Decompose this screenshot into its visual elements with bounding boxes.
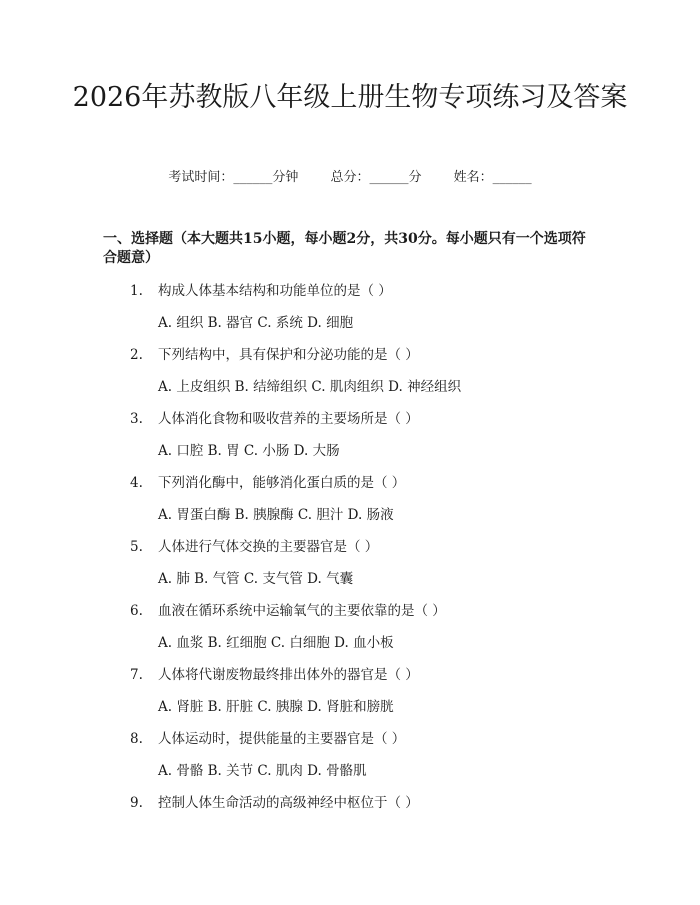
section-heading: 一、选择题（本大题共15小题，每小题2分，共30分。每小题只有一个选项符合题意）	[103, 231, 586, 266]
question-stem: 人体运动时，提供能量的主要器官是（ ）	[158, 731, 406, 747]
question-number: 8.	[130, 731, 143, 747]
question-number: 3.	[130, 411, 143, 427]
question-stem-row	[130, 665, 419, 685]
question-number: 9.	[130, 795, 143, 811]
question-options: A. 胃蛋白酶 B. 胰腺酶 C. 胆汁 D. 肠液	[158, 507, 394, 523]
question-stem-row	[130, 537, 378, 557]
question-options: A. 肾脏 B. 肝脏 C. 胰腺 D. 肾脏和膀胱	[158, 699, 394, 715]
question-stem-row	[130, 345, 419, 365]
question-item	[0, 409, 700, 473]
question-stem-row	[130, 473, 405, 493]
question-list	[0, 281, 700, 857]
question-item	[0, 537, 700, 601]
question-stem: 构成人体基本结构和功能单位的是（ ）	[158, 283, 392, 299]
question-options: A. 口腔 B. 胃 C. 小肠 D. 大肠	[158, 443, 340, 459]
question-options: A. 肺 B. 气管 C. 支气管 D. 气囊	[158, 571, 354, 587]
question-stem: 人体将代谢废物最终排出体外的器官是（ ）	[158, 667, 419, 683]
question-item	[0, 281, 700, 345]
question-options: A. 组织 B. 器官 C. 系统 D. 细胞	[158, 315, 354, 331]
document-title: 2026年苏教版八年级上册生物专项练习及答案	[72, 82, 628, 113]
exam-time-field: 考试时间：______分钟	[168, 170, 299, 185]
question-options: A. 上皮组织 B. 结缔组织 C. 肌肉组织 D. 神经组织	[158, 379, 462, 395]
question-item	[0, 665, 700, 729]
question-stem-row	[130, 793, 419, 813]
question-stem: 下列消化酶中，能够消化蛋白质的是（ ）	[158, 475, 406, 491]
question-stem: 控制人体生命活动的高级神经中枢位于（ ）	[158, 795, 419, 811]
question-item	[0, 473, 700, 537]
total-score-field: 总分：______分	[330, 170, 422, 185]
question-number: 2.	[130, 347, 143, 363]
question-number: 5.	[130, 539, 143, 555]
question-stem: 血液在循环系统中运输氧气的主要依靠的是（ ）	[158, 603, 446, 619]
question-item	[0, 729, 700, 793]
exam-info-line	[0, 168, 700, 188]
question-item	[0, 793, 700, 857]
question-stem: 下列结构中，具有保护和分泌功能的是（ ）	[158, 347, 419, 363]
question-stem: 人体消化食物和吸收营养的主要场所是（ ）	[158, 411, 419, 427]
question-number: 1.	[130, 283, 143, 299]
question-number: 6.	[130, 603, 143, 619]
question-stem: 人体进行气体交换的主要器官是（ ）	[158, 539, 379, 555]
question-stem-row	[130, 281, 392, 301]
question-item	[0, 601, 700, 665]
question-number: 7.	[130, 667, 143, 683]
question-stem-row	[130, 729, 405, 749]
question-options: A. 骨骼 B. 关节 C. 肌肉 D. 骨骼肌	[158, 763, 367, 779]
question-stem-row	[130, 409, 419, 429]
question-item	[0, 345, 700, 409]
student-name-field: 姓名：______	[453, 170, 532, 185]
question-options: A. 血浆 B. 红细胞 C. 白细胞 D. 血小板	[158, 635, 394, 651]
question-number: 4.	[130, 475, 143, 491]
question-stem-row	[130, 601, 446, 621]
